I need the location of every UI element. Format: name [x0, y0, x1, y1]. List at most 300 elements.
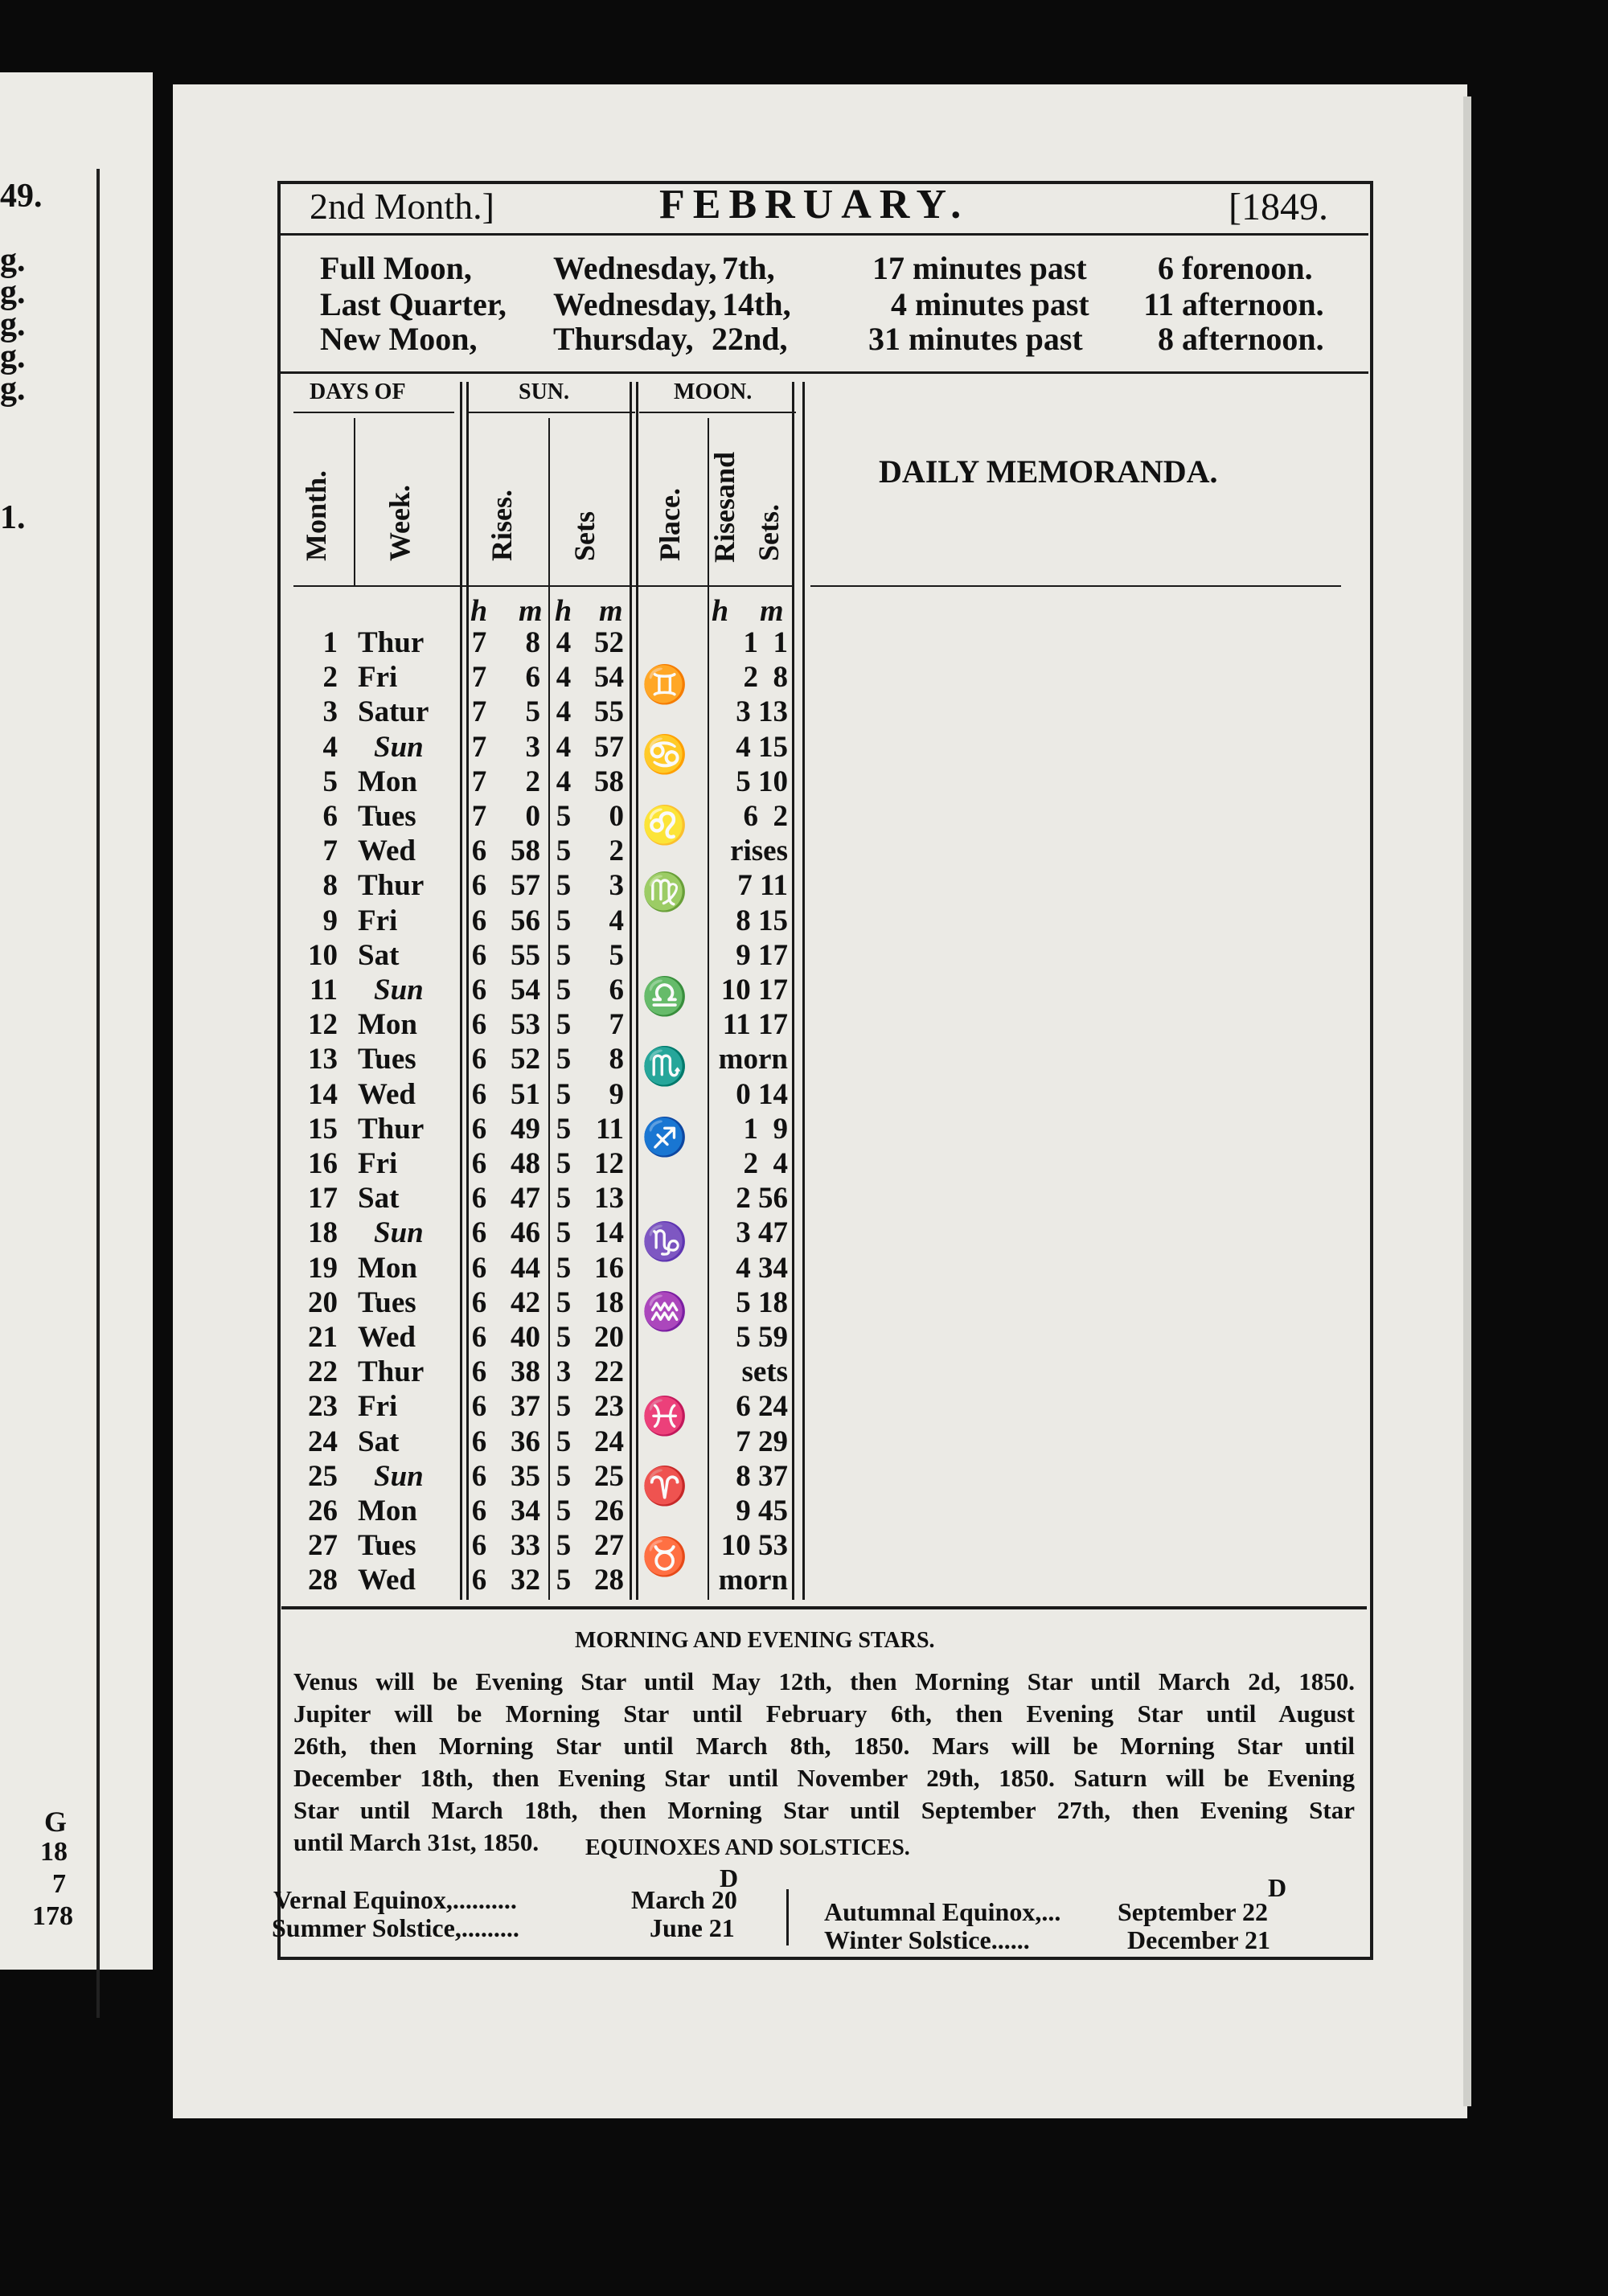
day-of-month: 6: [322, 800, 338, 833]
sunrise-hour: 6: [471, 1147, 487, 1180]
sunset-hour: 5: [556, 1043, 572, 1076]
phase-minutes: 31 minutes past: [868, 321, 1083, 357]
day-of-month: 5: [322, 765, 338, 798]
day-of-week: Mon: [358, 1008, 417, 1042]
col-rises-heading: Rises.: [486, 490, 518, 561]
group-days-heading: DAYS OF: [310, 379, 406, 404]
sunrise-minute: 34: [511, 1494, 540, 1527]
sunset-hour: 4: [556, 626, 572, 659]
vernal-label: Vernal Equinox,..........: [273, 1885, 517, 1914]
leo-icon: ♌: [642, 805, 688, 846]
libra-icon: ♎: [642, 976, 688, 1017]
sunset-minute: 12: [594, 1147, 624, 1180]
day-of-month: 7: [322, 834, 338, 868]
moon-rises-sets: 10 53: [720, 1529, 788, 1563]
summer-date: June 21: [650, 1913, 735, 1942]
table-row: [0, 1355, 788, 1389]
sunrise-minute: 8: [525, 626, 540, 659]
sunset-hour: 5: [556, 1112, 572, 1146]
page-edge: [1463, 96, 1471, 2106]
sunrise-hour: 6: [471, 1216, 487, 1250]
sunset-minute: 11: [596, 1112, 624, 1146]
stars-heading: MORNING AND EVENING STARS.: [575, 1628, 935, 1653]
col-place-heading: Place.: [654, 488, 686, 561]
sunset-hour: 5: [556, 1251, 572, 1285]
day-of-week: Mon: [358, 1494, 417, 1527]
memoranda-heading: DAILY MEMORANDA.: [879, 453, 1218, 490]
day-of-month: 14: [308, 1077, 338, 1111]
moon-rises-sets: 4 34: [736, 1251, 788, 1285]
table-row: [0, 1563, 788, 1597]
sunset-hour: 5: [556, 1216, 572, 1250]
col-divider: [630, 382, 632, 1600]
moon-rises-sets: 1 1: [743, 626, 788, 659]
phase-name: Full Moon,: [320, 250, 472, 286]
sunrise-hour: 6: [471, 1251, 487, 1285]
sunrise-hour: 6: [471, 938, 487, 972]
col-moon-sets-heading: Sets.: [753, 504, 785, 561]
sunset-hour: 5: [556, 869, 572, 903]
moon-rises-sets: sets: [741, 1355, 788, 1389]
unit-m: m: [760, 594, 784, 628]
left-page-year: 49.: [0, 178, 43, 215]
table-row: [0, 1251, 788, 1285]
left-page-value: 178: [32, 1901, 73, 1931]
sunrise-minute: 35: [511, 1459, 540, 1493]
moon-rises-sets: 9 45: [736, 1494, 788, 1527]
sunset-hour: 5: [556, 938, 572, 972]
sunrise-minute: 2: [525, 765, 540, 798]
table-bottom-rule: [281, 1606, 1367, 1609]
phase-period: afternoon.: [1182, 286, 1324, 322]
day-of-week: Wed: [358, 1321, 416, 1354]
sunrise-minute: 38: [511, 1355, 540, 1389]
sunset-hour: 5: [556, 1425, 572, 1458]
page-title: FEBRUARY.: [659, 182, 970, 228]
moon-rises-sets: 8 15: [736, 904, 788, 937]
day-of-week: Wed: [358, 1564, 416, 1597]
sunrise-minute: 47: [511, 1182, 540, 1216]
day-of-month: 18: [308, 1216, 338, 1250]
sunset-minute: 4: [609, 904, 624, 937]
day-of-week: Fri: [358, 1390, 398, 1424]
sunrise-hour: 6: [471, 904, 487, 937]
capricorn-icon: ♑: [642, 1221, 688, 1262]
day-of-month: 28: [308, 1564, 338, 1597]
sunset-minute: 5: [609, 938, 624, 972]
day-of-week: Tues: [358, 1285, 416, 1319]
day-of-month: 2: [322, 661, 338, 695]
aquarius-icon: ♒: [642, 1291, 688, 1332]
day-of-week: Wed: [358, 1077, 416, 1111]
sunset-minute: 52: [594, 626, 624, 659]
day-of-month: 20: [308, 1285, 338, 1319]
col-month-heading: Month.: [300, 469, 332, 561]
sunrise-minute: 51: [511, 1077, 540, 1111]
phase-date: 22nd,: [712, 321, 788, 357]
sunset-minute: 54: [594, 661, 624, 695]
sunrise-hour: 7: [471, 730, 487, 764]
day-of-month: 19: [308, 1251, 338, 1285]
sunrise-hour: 6: [471, 1425, 487, 1458]
moon-rises-sets: 2 4: [743, 1147, 788, 1180]
day-of-week: Fri: [358, 904, 398, 937]
left-page-line: g.: [0, 306, 26, 343]
moon-rises-sets: 9 17: [736, 938, 788, 972]
sunset-hour: 5: [556, 800, 572, 833]
left-page-line: g.: [0, 274, 26, 311]
table-row: [0, 1007, 788, 1042]
col-divider: [792, 382, 794, 1600]
phase-hour: 8: [1158, 321, 1174, 357]
sunrise-minute: 36: [511, 1425, 540, 1458]
table-row: [0, 1320, 788, 1355]
stars-line: Venus will be Evening Star until May 12th, then Morning Star until March 2d, 1850.: [293, 1667, 1355, 1695]
day-of-month: 24: [308, 1425, 338, 1458]
sunset-hour: 4: [556, 730, 572, 764]
left-page-line: g.: [0, 371, 26, 408]
winter-date: December 21: [1127, 1925, 1270, 1954]
sunrise-minute: 32: [511, 1564, 540, 1597]
autumnal-date: September 22: [1118, 1897, 1268, 1926]
sunset-minute: 14: [594, 1216, 624, 1250]
table-row: [0, 765, 788, 799]
sunrise-minute: 49: [511, 1112, 540, 1146]
group-sun-heading: SUN.: [519, 379, 570, 404]
day-of-week: Sat: [358, 1182, 400, 1216]
unit-h: h: [712, 594, 729, 628]
col-week-heading: Week.: [384, 485, 416, 561]
table-row: [0, 1459, 788, 1494]
sunset-minute: 9: [609, 1077, 624, 1111]
sun-group-rule: [466, 412, 635, 413]
sunset-hour: 4: [556, 661, 572, 695]
header-rule: [279, 233, 1368, 236]
day-of-month: 17: [308, 1182, 338, 1216]
sunrise-minute: 3: [525, 730, 540, 764]
table-row: [0, 904, 788, 938]
sunrise-hour: 6: [471, 1355, 487, 1389]
moon-rises-sets: 11 17: [722, 1008, 788, 1042]
sunrise-hour: 6: [471, 1285, 487, 1319]
stars-paragraph: [293, 1666, 1355, 1859]
day-of-week: Tues: [358, 1043, 416, 1076]
day-of-month: 11: [310, 974, 338, 1007]
day-of-month: 3: [322, 695, 338, 729]
day-of-week: Thur: [358, 1355, 425, 1389]
day-of-week: Thur: [358, 626, 425, 659]
moon-group-rule: [639, 412, 796, 413]
vernal-date: March 20: [631, 1885, 737, 1914]
sunset-hour: 5: [556, 1008, 572, 1042]
sunrise-minute: 53: [511, 1008, 540, 1042]
sunset-minute: 18: [594, 1285, 624, 1319]
sunrise-hour: 6: [471, 834, 487, 868]
left-page-col-head: G: [44, 1806, 68, 1838]
day-of-week: Mon: [358, 765, 417, 798]
virgo-icon: ♍: [642, 871, 688, 912]
phase-period: afternoon.: [1182, 321, 1324, 357]
moon-rises-sets: 5 10: [736, 765, 788, 798]
day-of-month: 26: [308, 1494, 338, 1527]
sunrise-minute: 57: [511, 869, 540, 903]
sunset-minute: 7: [609, 1008, 624, 1042]
sunrise-minute: 58: [511, 834, 540, 868]
moon-rises-sets: 5 18: [736, 1285, 788, 1319]
sunset-hour: 5: [556, 834, 572, 868]
day-of-week: Mon: [358, 1251, 417, 1285]
table-row: [0, 834, 788, 868]
sunrise-hour: 6: [471, 974, 487, 1007]
moon-rises-sets: 0 14: [736, 1077, 788, 1111]
table-row: [0, 1285, 788, 1320]
left-page-value: 18: [40, 1837, 68, 1867]
table-row: [0, 695, 788, 729]
sunrise-hour: 6: [471, 1008, 487, 1042]
day-of-month: 15: [308, 1112, 338, 1146]
day-of-week: Tues: [358, 1529, 416, 1563]
moon-rises-sets: morn: [718, 1043, 788, 1076]
sunset-minute: 13: [594, 1182, 624, 1216]
sunset-minute: 8: [609, 1043, 624, 1076]
day-of-week: Sun: [374, 1216, 424, 1250]
sunset-minute: 23: [594, 1390, 624, 1424]
left-page-line: g.: [0, 242, 26, 279]
phase-date: 7th,: [722, 250, 775, 286]
sunset-hour: 5: [556, 1529, 572, 1563]
sunrise-minute: 48: [511, 1147, 540, 1180]
day-of-month: 25: [308, 1459, 338, 1493]
moon-rises-sets: 10 17: [720, 974, 788, 1007]
sagittarius-icon: ♐: [642, 1117, 688, 1158]
scorpio-icon: ♏: [642, 1046, 688, 1087]
day-of-week: Sat: [358, 938, 400, 972]
moon-rises-sets: 3 13: [736, 695, 788, 729]
sunrise-minute: 6: [525, 661, 540, 695]
table-row: [0, 1528, 788, 1563]
sunset-hour: 5: [556, 904, 572, 937]
day-of-week: Sun: [374, 730, 424, 764]
unit-h: h: [470, 594, 488, 628]
sunrise-minute: 56: [511, 904, 540, 937]
sunset-minute: 26: [594, 1494, 624, 1527]
day-of-week: Sun: [374, 974, 424, 1007]
sunrise-hour: 6: [471, 1494, 487, 1527]
unit-h: h: [555, 594, 572, 628]
moon-rises-sets: 8 37: [736, 1459, 788, 1493]
day-of-month: 21: [308, 1321, 338, 1354]
sunrise-hour: 6: [471, 869, 487, 903]
moon-rises-sets: 7 29: [736, 1425, 788, 1458]
sunrise-minute: 44: [511, 1251, 540, 1285]
day-of-week: Sun: [374, 1459, 424, 1493]
sunset-minute: 58: [594, 765, 624, 798]
day-of-month: 16: [308, 1147, 338, 1180]
sunrise-hour: 6: [471, 1529, 487, 1563]
sunset-minute: 25: [594, 1459, 624, 1493]
sunrise-minute: 40: [511, 1321, 540, 1354]
sunrise-hour: 6: [471, 1459, 487, 1493]
sunrise-minute: 55: [511, 938, 540, 972]
sunrise-hour: 6: [471, 1077, 487, 1111]
table-row: [0, 799, 788, 834]
col-divider: [548, 418, 550, 1600]
phase-minutes: 4 minutes past: [891, 286, 1089, 322]
sunset-hour: 5: [556, 1459, 572, 1493]
col-sets-heading: Sets: [568, 511, 601, 561]
sunrise-hour: 6: [471, 1564, 487, 1597]
moon-rises-sets: 6 24: [736, 1390, 788, 1424]
table-row: [0, 1425, 788, 1459]
summer-label: Summer Solstice,.........: [272, 1913, 519, 1942]
phase-day: Wednesday,: [553, 250, 717, 286]
sunrise-hour: 6: [471, 1321, 487, 1354]
left-page-line: g.: [0, 338, 26, 375]
sunset-minute: 55: [594, 695, 624, 729]
day-of-month: 9: [322, 904, 338, 937]
phase-date: 14th,: [722, 286, 791, 322]
pisces-icon: ♓: [642, 1396, 688, 1437]
header-bottom-rule: [293, 585, 792, 587]
autumnal-label: Autumnal Equinox,...: [824, 1897, 1061, 1926]
month-label: 2nd Month.]: [310, 186, 494, 227]
stars-line: Jupiter will be Morning Star until February 6th, then Evening Star until August: [293, 1699, 1355, 1728]
table-row: [0, 973, 788, 1007]
table-row: [0, 1112, 788, 1146]
moon-rises-sets: 1 9: [743, 1112, 788, 1146]
table-row: [0, 1181, 788, 1216]
sunrise-hour: 6: [471, 1390, 487, 1424]
sunset-hour: 5: [556, 1077, 572, 1111]
equinox-divider: [786, 1889, 789, 1945]
table-row: [0, 625, 788, 660]
sunset-hour: 5: [556, 974, 572, 1007]
sunset-hour: 5: [556, 1390, 572, 1424]
equinox-heading: EQUINOXES AND SOLSTICES.: [585, 1835, 910, 1860]
table-row: [0, 1216, 788, 1250]
sunset-minute: 28: [594, 1564, 624, 1597]
table-row: [0, 1077, 788, 1112]
table-row: [0, 868, 788, 903]
sunset-minute: 20: [594, 1321, 624, 1354]
sunset-hour: 3: [556, 1355, 572, 1389]
table-row: [0, 730, 788, 765]
stars-line: December 18th, then Evening Star until November 29th, 1850. Saturn will be Evening: [293, 1764, 1355, 1792]
sunset-hour: 5: [556, 1321, 572, 1354]
sunrise-minute: 54: [511, 974, 540, 1007]
left-page-line: 1.: [0, 499, 26, 536]
day-of-month: 23: [308, 1390, 338, 1424]
sunset-minute: 24: [594, 1425, 624, 1458]
sunset-hour: 5: [556, 1182, 572, 1216]
day-of-month: 13: [308, 1043, 338, 1076]
sunset-minute: 6: [609, 974, 624, 1007]
day-of-month: 27: [308, 1529, 338, 1563]
table-row: [0, 660, 788, 695]
moon-rises-sets: 2 56: [736, 1182, 788, 1216]
day-of-month: 12: [308, 1008, 338, 1042]
table-row: [0, 1042, 788, 1076]
day-of-week: Thur: [358, 869, 425, 903]
table-row: [0, 1494, 788, 1528]
sunrise-minute: 52: [511, 1043, 540, 1076]
sunset-minute: 22: [594, 1355, 624, 1389]
sunrise-minute: 0: [525, 800, 540, 833]
unit-m: m: [599, 594, 623, 628]
sunset-hour: 5: [556, 1285, 572, 1319]
winter-label: Winter Solstice......: [824, 1925, 1030, 1954]
sunrise-hour: 7: [471, 626, 487, 659]
phase-hour: 11: [1143, 286, 1174, 322]
sunrise-hour: 6: [471, 1112, 487, 1146]
group-moon-heading: MOON.: [674, 379, 753, 404]
table-row: [0, 938, 788, 973]
sunset-hour: 5: [556, 1564, 572, 1597]
d-label: D: [1268, 1873, 1287, 1902]
day-of-week: Tues: [358, 800, 416, 833]
phase-day: Wednesday,: [553, 286, 717, 322]
table-row: [0, 1389, 788, 1424]
moon-rises-sets: 5 59: [736, 1321, 788, 1354]
days-group-rule: [293, 412, 454, 413]
col-divider: [636, 382, 638, 1600]
table-row: [0, 1146, 788, 1181]
sunrise-hour: 7: [471, 695, 487, 729]
sunrise-hour: 6: [471, 1182, 487, 1216]
cancer-icon: ♋: [642, 734, 688, 775]
sunset-hour: 5: [556, 1494, 572, 1527]
col-divider: [802, 382, 805, 1600]
moon-rises-sets: 3 47: [736, 1216, 788, 1250]
table-top-rule: [279, 371, 1368, 374]
sunset-minute: 16: [594, 1251, 624, 1285]
sunset-hour: 4: [556, 695, 572, 729]
phase-name: New Moon,: [320, 321, 478, 357]
stars-line: Star until March 18th, then Morning Star until September 27th, then Evening Star: [293, 1796, 1355, 1824]
phase-minutes: 17 minutes past: [872, 250, 1087, 286]
phase-day: Thursday,: [553, 321, 694, 357]
sunset-hour: 5: [556, 1147, 572, 1180]
sunset-minute: 0: [609, 800, 624, 833]
year-label: [1849.: [1229, 186, 1328, 228]
day-of-month: 22: [308, 1355, 338, 1389]
day-of-week: Fri: [358, 1147, 398, 1180]
col-divider: [354, 418, 355, 587]
taurus-icon: ♉: [642, 1536, 688, 1577]
sunrise-hour: 6: [471, 1043, 487, 1076]
sunset-minute: 3: [609, 869, 624, 903]
day-of-month: 1: [322, 626, 338, 659]
gemini-icon: ♊: [642, 664, 688, 705]
day-of-week: Sat: [358, 1425, 400, 1458]
d-label: D: [720, 1863, 739, 1892]
moon-rises-sets: rises: [730, 834, 788, 868]
sunrise-minute: 46: [511, 1216, 540, 1250]
sunrise-hour: 7: [471, 800, 487, 833]
moon-rises-sets: morn: [718, 1564, 788, 1597]
sunrise-minute: 33: [511, 1529, 540, 1563]
moon-rises-sets: 6 2: [743, 800, 788, 833]
stars-line: until March 31st, 1850.: [293, 1828, 539, 1856]
day-of-week: Thur: [358, 1112, 425, 1146]
phase-hour: 6: [1158, 250, 1174, 286]
stars-line: 26th, then Morning Star until March 8th, 1850. Mars will be Morning Star until: [293, 1732, 1355, 1760]
sunset-minute: 2: [609, 834, 624, 868]
sunset-minute: 27: [594, 1529, 624, 1563]
phase-name: Last Quarter,: [320, 286, 507, 322]
sunset-minute: 57: [594, 730, 624, 764]
sunrise-hour: 7: [471, 661, 487, 695]
